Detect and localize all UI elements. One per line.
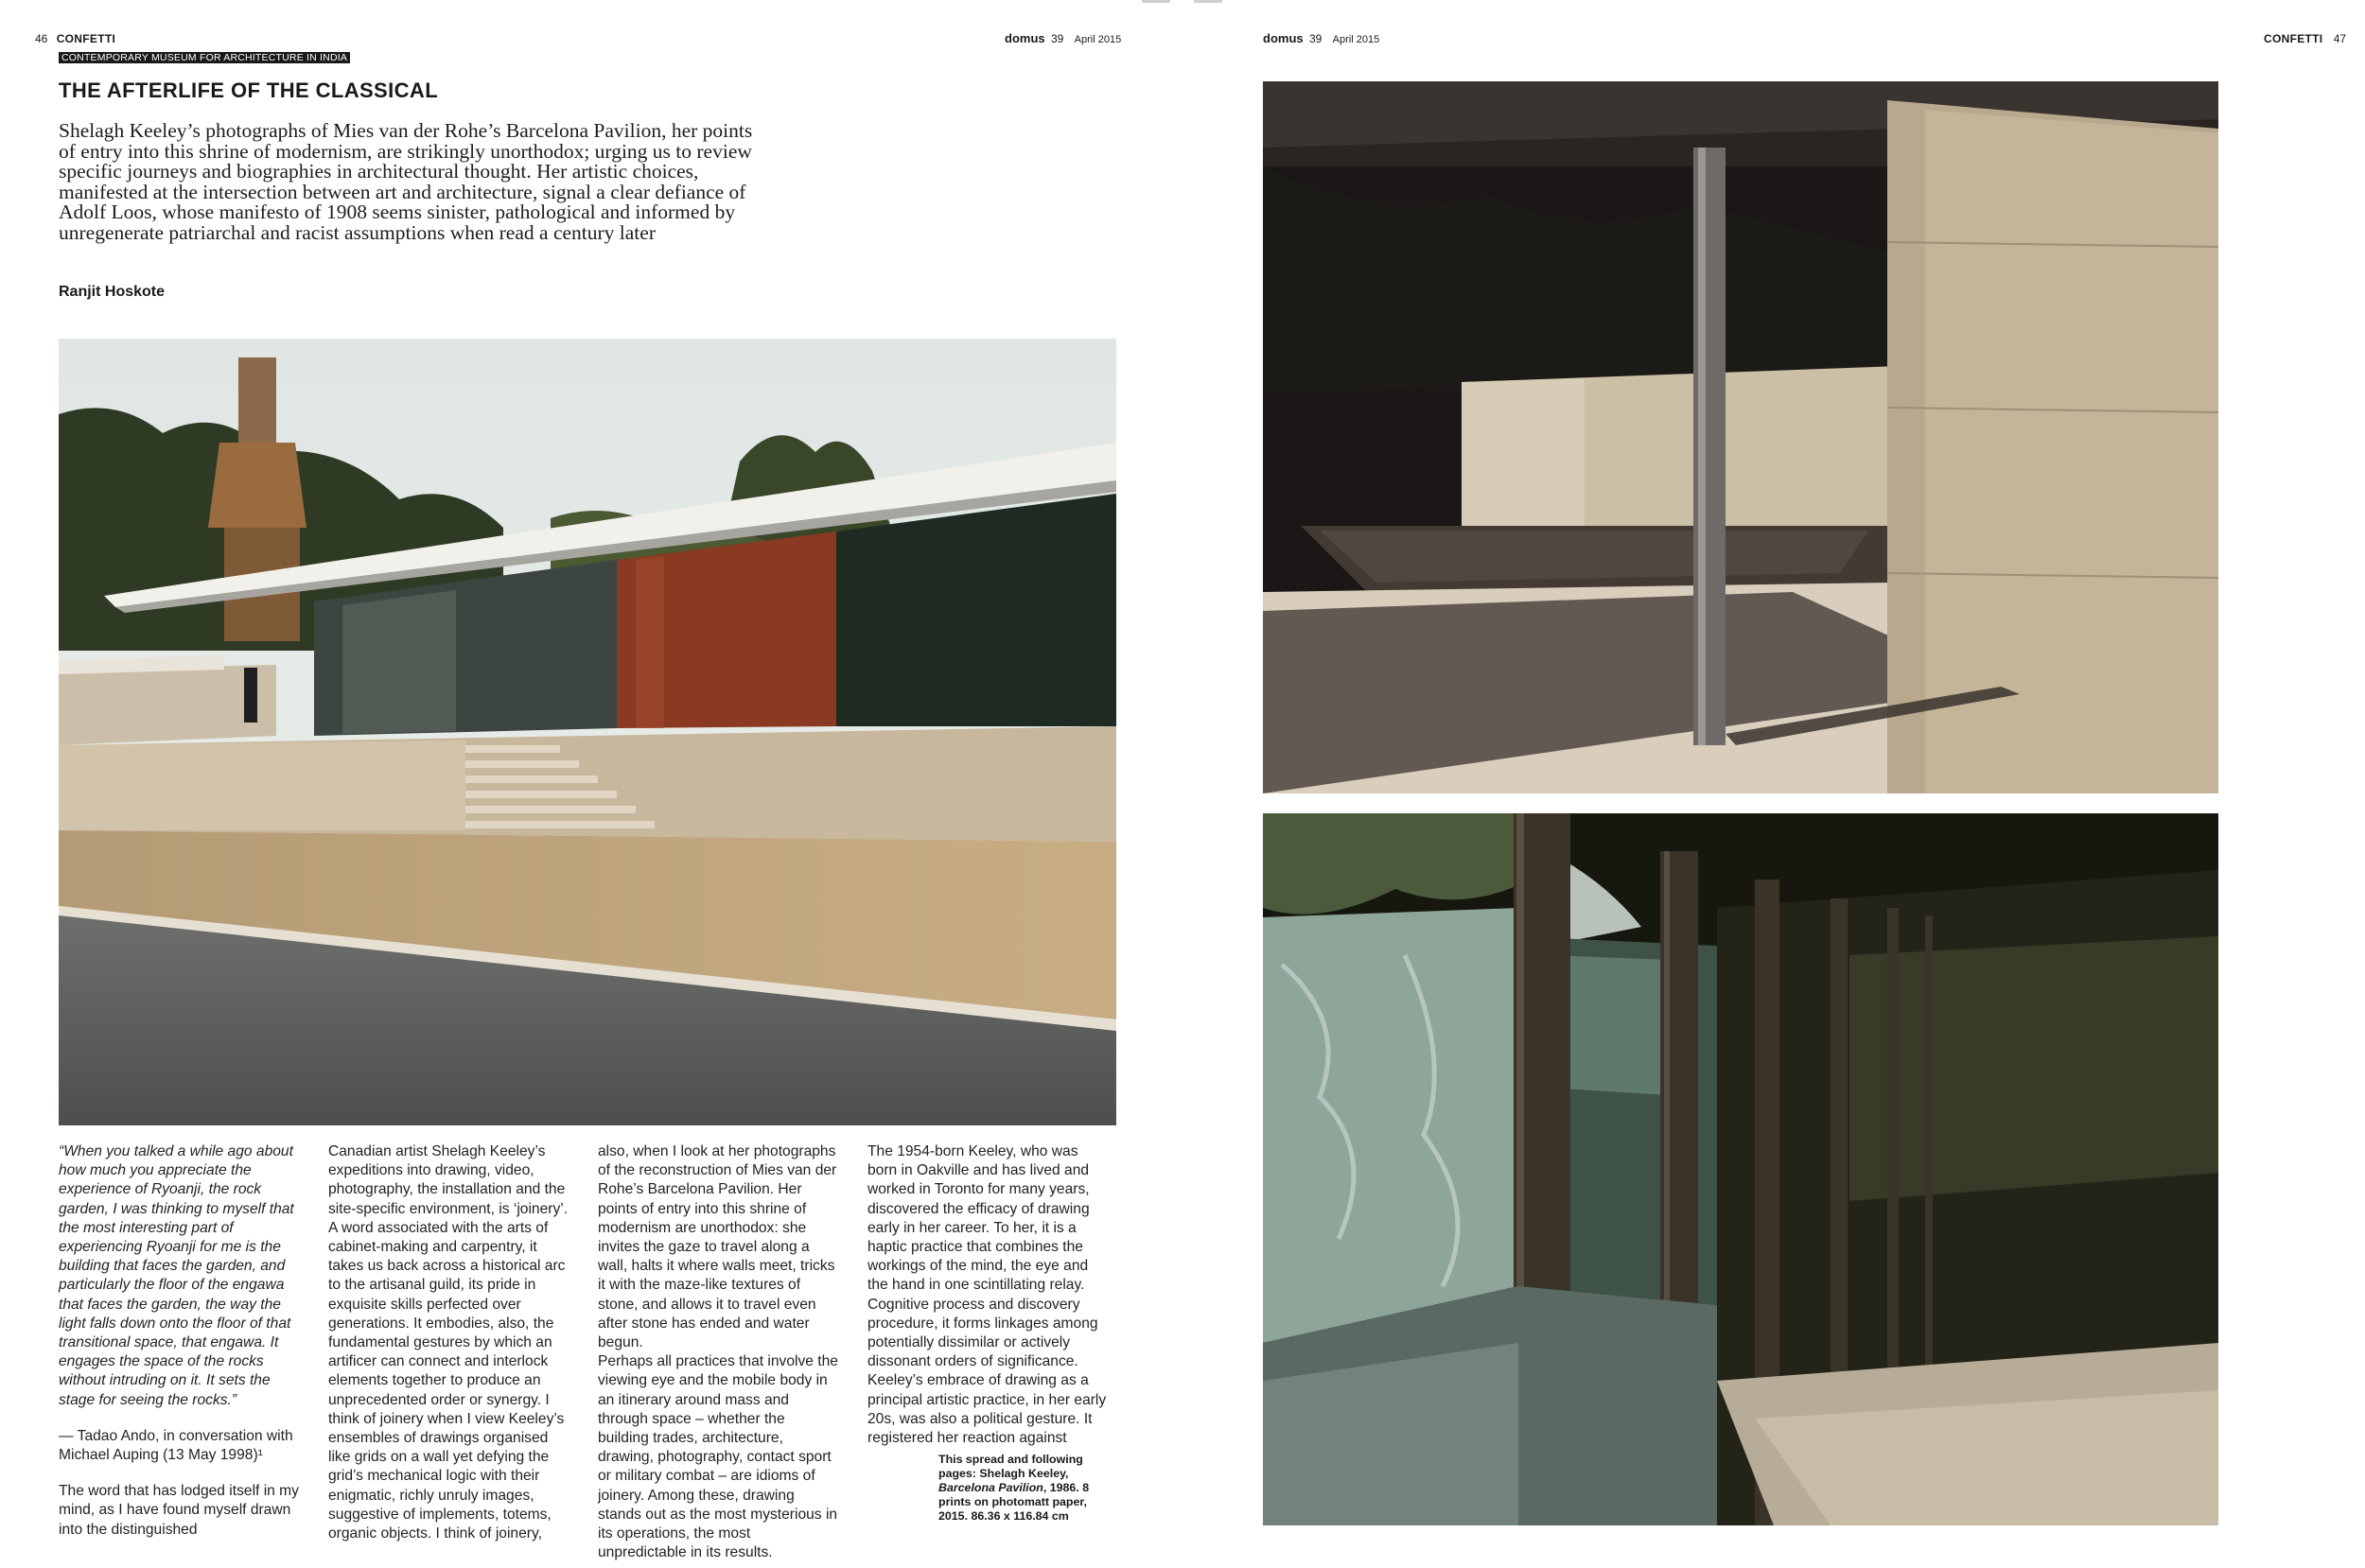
body-paragraph-3a: also, when I look at her photographs of the reconstruction of Mies van der Rohe’s Barcelona Pavilion. Her points of entry into this shrine of modernism are unorthodox: she invites the gaze to travel along a wall, halts it where walls meet, tricks it with the maze-like textures of stone, and allows it to travel even after stone has ended and water begun. xyxy=(598,1143,837,1351)
body-column-4 xyxy=(867,1142,1109,1448)
right-page xyxy=(1182,0,2365,1568)
ando-quote: “When you talked a while ago about how much you appreciate the experience of Ryoanji, the rock garden, I was thinking to myself that the most interesting part of experiencing Ryoanji for me is the building that faces the garden, and particularly the floor of the engawa that faces the garden, the way the light falls down onto the floor of that transitional space, that engawa. It engages the space of the rocks without intruding on it. It sets the stage for seeing the rocks.” xyxy=(59,1143,294,1408)
left-issue-number: 39 xyxy=(1050,32,1064,45)
body-paragraph-2: Canadian artist Shelagh Keeley’s expeditions into drawing, video, photography, the installation and the site-specific environment, is ‘joinery’. A word associated with the arts of cabinet-making and carpentry, it takes us back across a historical arc to the artisanal guild, its pride in exquisite skills perfected over generations. It embodies, also, the fundamental gestures by which an artificer can connect and interlock elements together to produce an unprecedented order or synergy. I think of joinery when I view Keeley’s ensembles of drawings organised like grids on a wall yet defying the grid’s mechanical logic with their enigmatic, richly unruly images, suggestive of implements, totems, organic objects. I think of joinery, xyxy=(328,1143,569,1542)
pavilion-pool-illustration xyxy=(1263,81,2218,793)
right-magazine-name: domus xyxy=(1263,31,1304,45)
body-paragraph-4: The 1954-born Keeley, who was born in Oakville and has lived and worked in Toronto for many years, discovered the efficacy of drawing early in her career. To her, it is a haptic practice that combines the workings of the mind, the eye and the hand in one scintillating relay. Cognitive process and discovery procedure, it forms linkages among potentially dissimilar or actively dissonant orders of significance. Keeley’s embrace of drawing as a principal artistic practice, in her early 20s, was also a political gesture. It registered her reaction against xyxy=(867,1143,1107,1447)
right-magazine-info xyxy=(1263,32,1379,46)
body-paragraph-3b: Perhaps all practices that involve the viewing eye and the mobile body in an itinerary around mass and through space – whether the building trades, architecture, drawing, photography, contact sport or military combat – are idioms of joinery. Among these, drawing stands out as the most mysterious in its operations, the most unpredictable in its results. xyxy=(598,1353,838,1561)
pavilion-marble-illustration xyxy=(1263,813,2218,1525)
pavilion-pool-photo xyxy=(1263,81,2218,793)
right-issue-date: April 2015 xyxy=(1332,34,1380,45)
right-running-head xyxy=(2264,32,2352,45)
left-issue-date: April 2015 xyxy=(1074,34,1122,45)
body-column-1 xyxy=(59,1142,300,1540)
body-column-3 xyxy=(598,1142,839,1562)
pavilion-exterior-illustration xyxy=(59,339,1116,1125)
left-section-name: CONFETTI xyxy=(56,32,116,45)
body-paragraph-1: The word that has lodged itself in my mind, as I have found myself drawn into the distinguished xyxy=(59,1483,299,1538)
body-column-2 xyxy=(328,1142,569,1543)
pavilion-exterior-photo xyxy=(59,339,1116,1125)
column-spacer xyxy=(59,1410,300,1427)
right-section-name: CONFETTI xyxy=(2264,32,2323,45)
article-kicker: CONTEMPORARY MUSEUM FOR ARCHITECTURE IN INDIA xyxy=(59,52,350,63)
pavilion-marble-photo xyxy=(1263,813,2218,1525)
article-standfirst: Shelagh Keeley’s photographs of Mies van der Rohe’s Barcelona Pavilion, her points of entry into this shrine of modernism, are strikingly unorthodox; urging us to review specific journeys and biographies in architectural thought. Her artistic choices, manifested at the intersection between art and architecture, signal a clear defiance of Adolf Loos, whose manifesto of 1908 seems sinister, pathological and informed by unregenerate patriarchal and racist assumptions when read a century later xyxy=(59,119,753,244)
column-spacer xyxy=(59,1465,300,1482)
article-headline: THE AFTERLIFE OF THE CLASSICAL xyxy=(59,78,439,102)
left-magazine-info xyxy=(1005,32,1121,46)
article-byline: Ranjit Hoskote xyxy=(59,284,166,300)
left-magazine-name: domus xyxy=(1005,31,1045,45)
ando-attribution: — Tadao Ando, in conversation with Michael Auping (13 May 1998)¹ xyxy=(59,1427,293,1464)
right-issue-number: 39 xyxy=(1308,32,1323,45)
caption-lead: This spread and following pages: Shelagh Keeley, xyxy=(938,1453,1083,1480)
left-page xyxy=(0,0,1182,1568)
right-page-number: 47 xyxy=(2333,32,2347,45)
caption-details: , 1986. 8 prints on photomatt paper, 2015. 86.36 x 116.84 cm xyxy=(938,1481,1090,1523)
caption-artwork-title: Barcelona Pavilion xyxy=(938,1481,1043,1494)
photo-caption xyxy=(938,1453,1118,1524)
left-page-number: 46 xyxy=(35,32,48,45)
left-running-head xyxy=(35,32,115,45)
